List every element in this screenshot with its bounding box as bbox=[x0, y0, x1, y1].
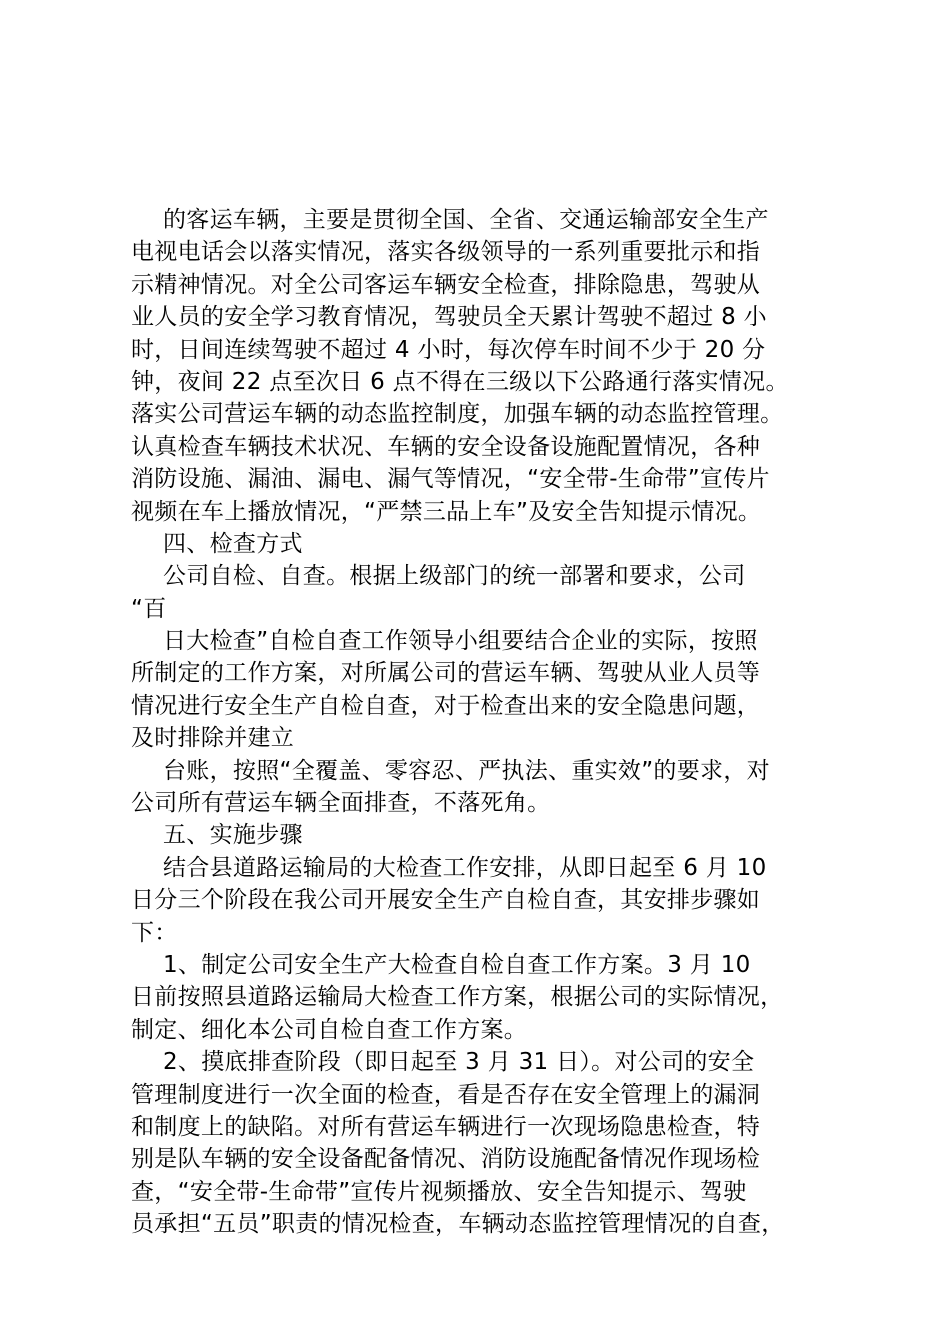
text-line: 管理制度进行一次全面的检查，看是否存在安全管理上的漏洞 bbox=[131, 1081, 761, 1108]
text-line: 日大检查”自检自查工作领导小组要结合企业的实际，按照 bbox=[163, 628, 758, 655]
text-line: 所制定的工作方案，对所属公司的营运车辆、驾驶从业人员等 bbox=[131, 660, 761, 687]
text-line: 消防设施、漏油、漏电、漏气等情况，“安全带-生命带”宣传片 bbox=[131, 466, 770, 493]
text-line: 情况进行安全生产自检自查，对于检查出来的安全隐患问题， bbox=[131, 692, 761, 719]
text-line: 示精神情况。对全公司客运车辆安全检查，排除隐患，驾驶从 bbox=[131, 271, 761, 298]
text-line: 钟，夜间 22 点至次日 6 点不得在三级以下公路通行落实情况。 bbox=[131, 368, 789, 395]
text-line: 时，日间连续驾驶不超过 4 小时，每次停车时间不少于 20 分 bbox=[131, 336, 766, 363]
text-line: 下： bbox=[131, 919, 178, 946]
text-line: 及时排除并建立 bbox=[131, 725, 295, 752]
text-line: 查，“安全带-生命带”宣传片视频播放、安全告知提示、驾驶 bbox=[131, 1178, 747, 1205]
text-line: 视频在车上播放情况，“严禁三品上车”及安全告知提示情况。 bbox=[131, 498, 762, 525]
text-line: 和制度上的缺陷。对所有营运车辆进行一次现场隐患检查，特 bbox=[131, 1113, 761, 1140]
text-line: 五、实施步骤 bbox=[163, 822, 303, 849]
text-line: 公司所有营运车辆全面排查，不落死角。 bbox=[131, 790, 551, 817]
text-line: 1、制定公司安全生产大检查自检自查工作方案。3 月 10 bbox=[163, 951, 751, 978]
document-body bbox=[131, 204, 846, 1241]
text-line: “百 bbox=[131, 595, 167, 622]
text-line: 员承担“五员”职责的情况检查，车辆动态监控管理情况的自查， bbox=[131, 1211, 785, 1238]
text-line: 台账，按照“全覆盖、零容忍、严执法、重实效”的要求，对 bbox=[163, 757, 770, 784]
text-line: 结合县道路运输局的大检查工作安排，从即日起至 6 月 10 bbox=[163, 854, 767, 881]
text-line: 认真检查车辆技术状况、车辆的安全设备设施配置情况，各种 bbox=[131, 433, 761, 460]
text-line: 电视电话会以落实情况，落实各级领导的一系列重要批示和指 bbox=[131, 239, 761, 266]
text-line: 的客运车辆，主要是贯彻全国、全省、交通运输部安全生产 bbox=[163, 207, 769, 233]
text-line: 别是队车辆的安全设备配备情况、消防设施配备情况作现场检 bbox=[131, 1146, 761, 1173]
text-line: 公司自检、自查。根据上级部门的统一部署和要求，公司 bbox=[163, 563, 746, 590]
text-line: 2、摸底排查阶段（即日起至 3 月 31 日）。对公司的安全 bbox=[163, 1049, 755, 1076]
text-line: 四、检查方式 bbox=[163, 530, 303, 557]
text-line: 业人员的安全学习教育情况，驾驶员全天累计驾驶不超过 8 小 bbox=[131, 304, 767, 331]
text-line: 制定、细化本公司自检自查工作方案。 bbox=[131, 1016, 528, 1043]
text-line: 日前按照县道路运输局大检查工作方案，根据公司的实际情况， bbox=[131, 984, 784, 1011]
text-line: 日分三个阶段在我公司开展安全生产自检自查，其安排步骤如 bbox=[131, 887, 761, 914]
text-line: 落实公司营运车辆的动态监控制度，加强车辆的动态监控管理。 bbox=[131, 401, 784, 428]
